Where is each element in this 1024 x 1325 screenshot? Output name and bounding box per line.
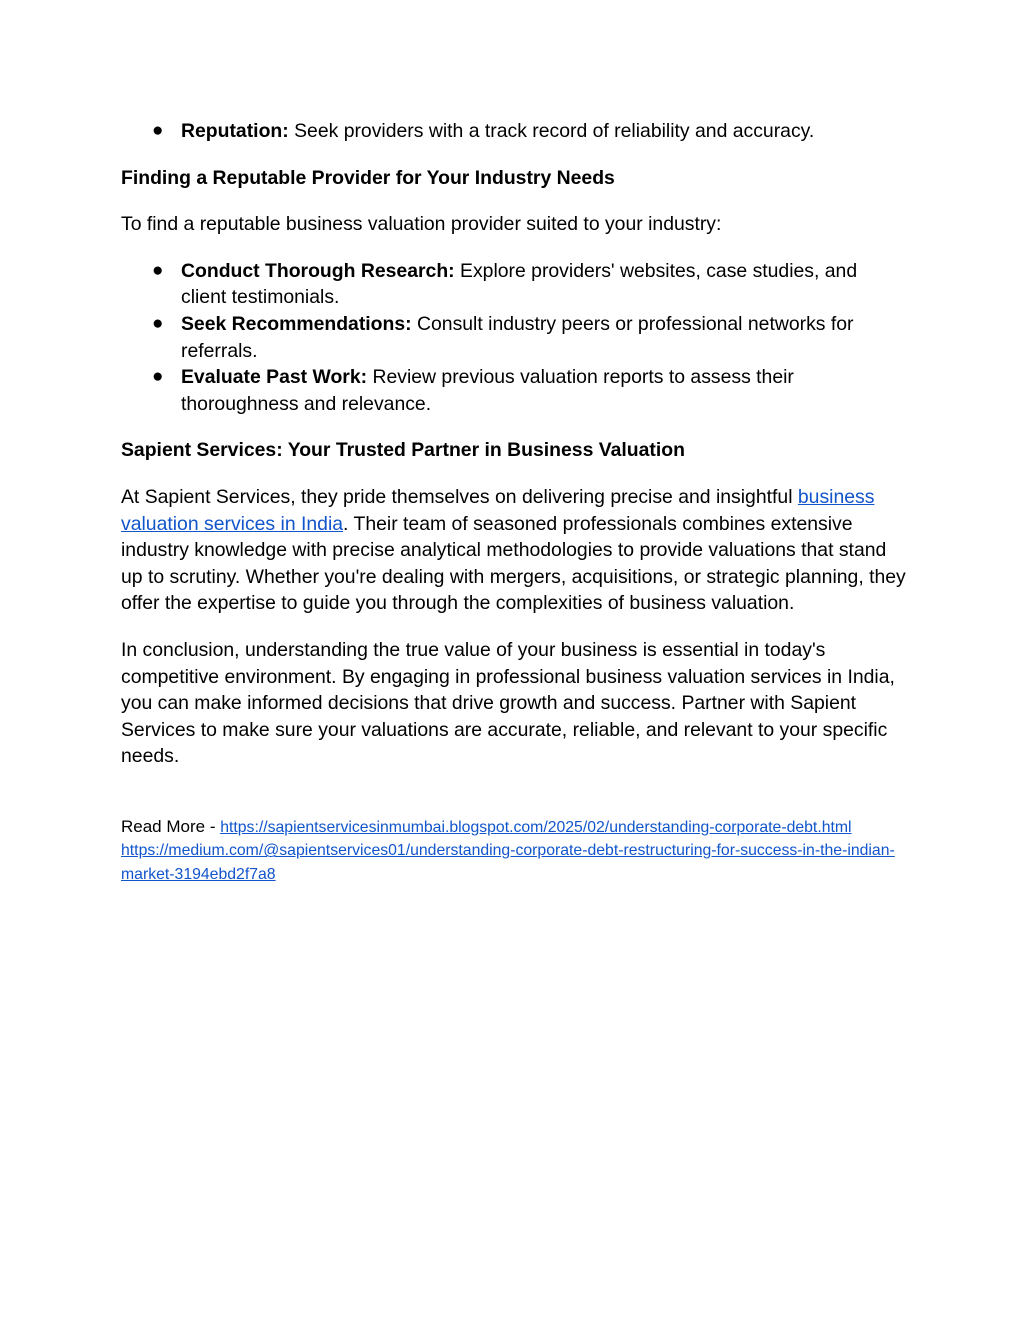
bullet-label: Seek Recommendations: [181, 312, 412, 335]
bullet-icon: ● [152, 259, 164, 281]
conclusion-paragraph: In conclusion, understanding the true value of your business is essential in today's competitive environment. By engaging in professional business valuation services in India, you can make informed decisions that drive growth and success. Partner with Sapient Services to make sure your valuations are accurate, reliable, and relevant to your specific needs. [121, 638, 895, 768]
section-heading-finding-provider: Finding a Reputable Provider for Your Industry Needs [121, 166, 615, 189]
bullet-label: Reputation: [181, 120, 289, 142]
read-more-link-medium[interactable]: https://medium.com/@sapientservices01/understanding-corporate-debt-restructuring-for-success-in-the-indian-market-3194ebd2f7a8 [121, 842, 895, 883]
bullet-icon: ● [152, 120, 164, 141]
read-more-label: Read More - [121, 816, 221, 836]
bullet-label: Evaluate Past Work: [181, 366, 368, 389]
list-item [121, 118, 907, 145]
bullet-icon: ● [152, 312, 164, 334]
bullet-text: Explore providers' websites, case studies, and client testimonials. [181, 259, 858, 309]
business-valuation-link[interactable]: business valuation services in India [121, 485, 875, 535]
top-bullet-list [121, 118, 907, 145]
read-more-block [121, 816, 907, 887]
bullet-label: Conduct Thorough Research: [181, 259, 455, 282]
bullet-icon: ● [152, 366, 164, 388]
provider-bullet-list [121, 258, 907, 418]
bullet-text: Consult industry peers or professional networks for referrals. [181, 312, 854, 362]
document-body [121, 118, 907, 886]
sapient-paragraph [121, 484, 907, 617]
bullet-text: Seek providers with a track record of reliability and accuracy. [288, 120, 815, 142]
section-heading-sapient-services: Sapient Services: Your Trusted Partner in Business Valuation [121, 439, 685, 462]
list-item [121, 258, 907, 311]
paragraph-text: At Sapient Services, they pride themselves on delivering precise and insightful [121, 485, 798, 508]
list-item [121, 364, 907, 417]
paragraph-text: . Their team of seasoned professionals combines extensive industry knowledge with precise analytical methodologies to provide valuations that stand up to scrutiny. Whether you're dealing with mergers, acquisitions, or strategic planning, they offer the expertise to guide you through the complexities of business valuation. [121, 512, 906, 615]
bullet-text: Review previous valuation reports to assess their thoroughness and relevance. [181, 366, 794, 415]
list-item [121, 311, 907, 364]
read-more-link-blogspot[interactable]: https://sapientservicesinmumbai.blogspot.com/2025/02/understanding-corporate-debt.html [220, 818, 852, 836]
section-intro: To find a reputable business valuation provider suited to your industry: [121, 213, 722, 236]
